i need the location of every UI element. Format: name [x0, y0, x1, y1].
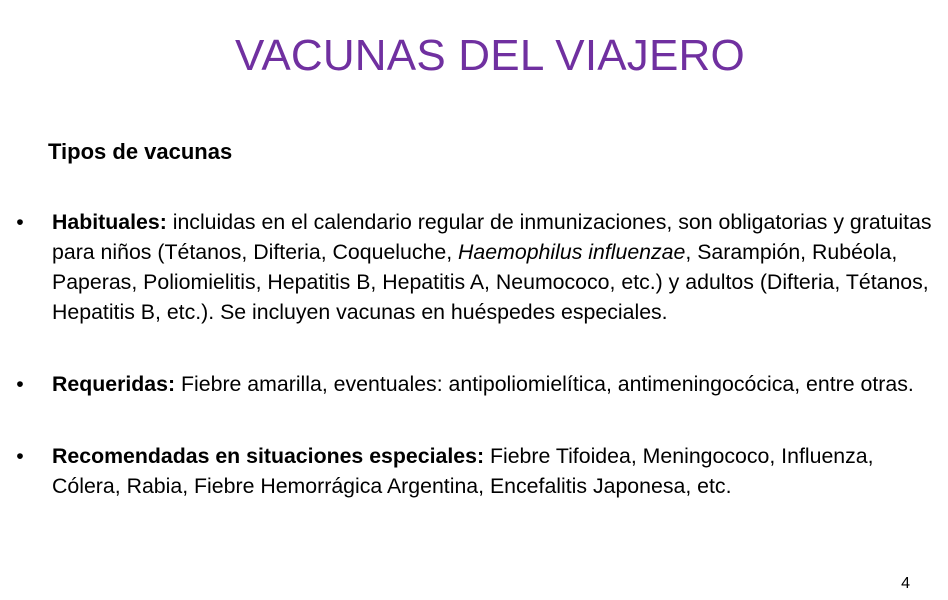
list-item-requeridas	[0, 369, 948, 399]
vaccine-types-list	[0, 207, 948, 501]
bullet-icon: •	[16, 444, 24, 468]
bullet-icon: •	[16, 372, 24, 396]
section-subtitle: Tipos de vacunas	[48, 139, 233, 164]
item-label: Requeridas:	[52, 372, 176, 396]
slide-title: VACUNAS DEL VIAJERO	[235, 31, 745, 80]
item-italic-text: Haemophilus influenzae	[458, 240, 686, 264]
page-number: 4	[901, 575, 910, 592]
item-text-continued: , Sarampión, Rubéola, Paperas, Poliomielitis, Hepatitis B, Hepatitis A, Neumococo, etc.) y adultos (Difteria, Tétanos, Hepatitis B, etc.). Se incluyen vacunas en huéspedes especiales.	[52, 240, 929, 324]
item-text: incluidas en el calendario regular de inmunizaciones, son obligatorias y gratuitas para niños (Tétanos, Difteria, Coqueluche,	[52, 210, 932, 264]
list-item-habituales	[0, 207, 948, 327]
item-label: Habituales:	[52, 210, 167, 234]
item-label: Recomendadas en situaciones especiales:	[52, 444, 485, 468]
bullet-icon: •	[16, 210, 24, 234]
item-text: Fiebre Tifoidea, Meningococo, Influenza, Cólera, Rabia, Fiebre Hemorrágica Argentina, Encefalitis Japonesa, etc.	[52, 444, 874, 498]
list-item-recomendadas	[0, 441, 948, 501]
item-text: Fiebre amarilla, eventuales: antipoliomielítica, antimeningocócica, entre otras.	[175, 372, 914, 396]
